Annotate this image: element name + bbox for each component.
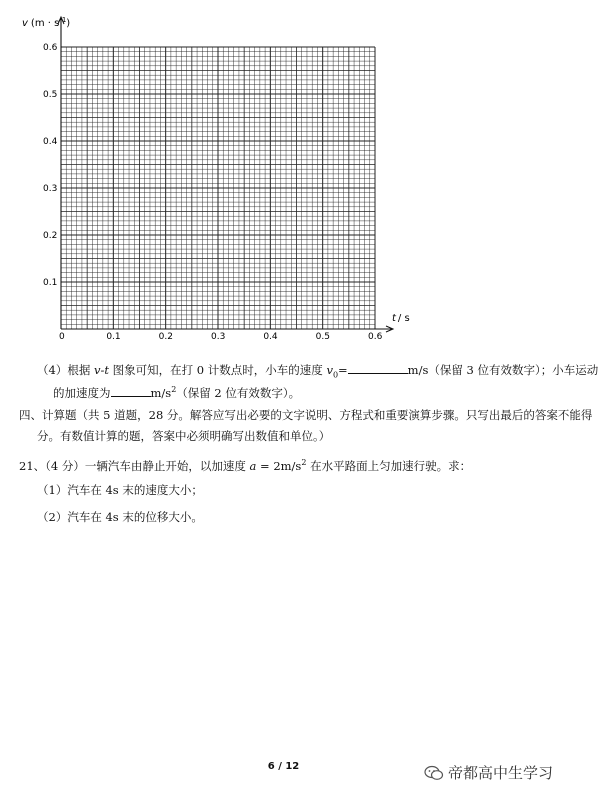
section-4-heading-line-1: 四、计算题（共 5 道题，28 分。解答应写出必要的文字说明、方程式和重要演算步骤。只写出最后的答案不能得 (19, 408, 593, 422)
q4-text: （保留 2 位有效数字）。 (176, 385, 301, 400)
q21-text: 21、（4 分）一辆汽车由静止开始，以加速度 (19, 458, 250, 473)
x-tick-label: 0.5 (315, 332, 330, 342)
y-tick-label: 0.6 (43, 43, 58, 53)
y-tick-label: 0.1 (43, 278, 58, 288)
x-tick-label: 0.6 (368, 332, 383, 342)
wechat-icon (424, 765, 444, 781)
y-axis-label (22, 16, 70, 29)
graph-grid (61, 47, 375, 329)
watermark (424, 762, 553, 783)
x-axis-unit: / s (397, 313, 410, 324)
q4-text: 图象可知，在打 0 计数点时，小车的速度 (109, 363, 327, 377)
q4-text: 的加速度为 (53, 385, 111, 400)
y-tick-label: 0.5 (43, 90, 58, 100)
y-axis-unit-close: ) (66, 18, 71, 29)
x-axis-variable: t (392, 313, 396, 324)
y-axis-unit-sup: -1 (59, 16, 67, 24)
page-number: 6 / 12 (267, 761, 300, 772)
question-21-stem (19, 455, 471, 474)
x-tick-label: 0.3 (211, 332, 226, 342)
q4-vt: v-t (93, 363, 109, 377)
q21-a-eq: = 2m/s (256, 458, 302, 473)
x-tick-label: 0.2 (158, 332, 173, 342)
question-4-line-1 (37, 362, 598, 383)
q4-v0-sub: 0 (332, 370, 339, 380)
q4-unit-sup: 2 (171, 385, 177, 394)
x-tick-label: 0.1 (106, 332, 121, 342)
origin-label: 0 (59, 332, 65, 342)
q21-a-sup: 2 (301, 458, 307, 467)
y-axis-variable: v (22, 18, 28, 29)
y-tick-label: 0.3 (43, 184, 58, 194)
acceleration-answer-blank[interactable] (111, 385, 151, 397)
question-21-part-1: （1）汽车在 4s 末的速度大小； (37, 483, 203, 497)
question-21-part-2: （2）汽车在 4s 末的位移大小。 (37, 510, 203, 524)
x-tick-label: 0.4 (263, 332, 278, 342)
q21-text: 在水平路面上匀加速行驶。求： (306, 458, 472, 473)
y-axis-unit: (m · s (30, 18, 60, 29)
velocity-time-graph (0, 0, 567, 345)
watermark-text: 帝都高中生学习 (447, 764, 553, 782)
q4-text: m/s (150, 385, 172, 400)
q4-text: （4）根据 (37, 363, 94, 377)
q4-eq: = (338, 363, 348, 377)
q21-a-var: a (249, 458, 257, 473)
section-4-heading-line-2: 分。有数值计算的题，答案中必须明确写出数值和单位。） (37, 429, 331, 443)
q4-v0: v (326, 363, 333, 377)
q4-text: m/s（保留 3 位有效数字）；小车运动 (407, 363, 598, 377)
v0-answer-blank[interactable] (348, 362, 408, 374)
y-tick-label: 0.4 (43, 137, 58, 147)
question-4-line-2 (53, 382, 300, 401)
y-tick-label: 0.2 (43, 231, 58, 241)
x-axis-label (392, 313, 410, 324)
